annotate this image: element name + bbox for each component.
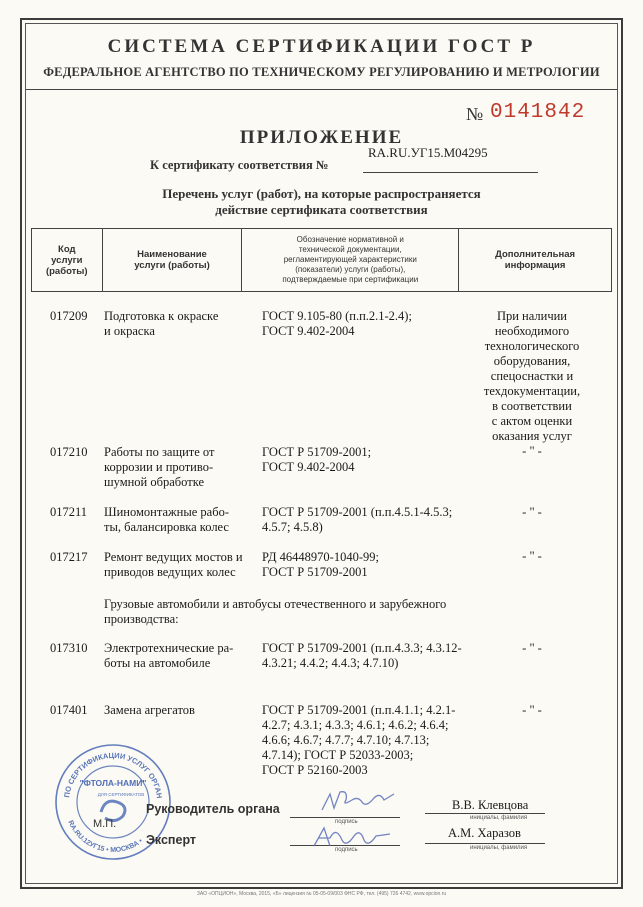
head-name-caption: инициалы, фамилия: [470, 815, 528, 821]
form-number-label: №: [466, 104, 484, 124]
row-name: Шиномонтажные рабо- ты, балансировка колес: [104, 505, 229, 534]
header-code: Код услуги (работы): [32, 229, 103, 292]
expert-signature-caption: подпись: [335, 847, 358, 853]
stamp-center-small: ДЛЯ СЕРТИФИКАТОВ: [97, 792, 145, 797]
stamp-center-name: "ФТОЛА-НАМИ": [79, 778, 147, 788]
form-number: 0141842: [490, 101, 586, 124]
services-table-header: [31, 228, 612, 292]
row-name: Электротехнические ра- боты на автомобиле: [104, 641, 234, 670]
list-title-line-2: действие сертификата соответствия: [215, 202, 428, 217]
seal-mark: М.П.: [93, 818, 117, 830]
row-name: Подготовка к окраске и окраска: [104, 309, 219, 338]
head-signature-caption: подпись: [335, 819, 358, 825]
head-signature-line: [290, 817, 400, 818]
row-additional: - " -: [522, 549, 542, 563]
header-additional: Дополнительная информация: [459, 229, 612, 292]
section-subheading: Грузовые автомобили и автобусы отечественного и зарубежного производства:: [104, 597, 447, 626]
row-additional: При наличии необходимого технологического оборудования, спецоснастки и техдокументации, в соответствии с актом оценки оказания услуг: [483, 309, 581, 443]
row-additional: - " -: [522, 641, 542, 655]
expert-name: А.М. Харазов: [448, 826, 521, 840]
row-code: 017310: [50, 641, 88, 655]
row-standard: ГОСТ Р 51709-2001 (п.п.4.1.1; 4.2.1- 4.2.7; 4.3.1; 4.3.3; 4.6.1; 4.6.2; 4.6.4; 4.6.6; 4.6.7; 4.7.7; 4.7.10; 4.7.13; 4.7.14); ГОСТ Р 52033-2003; ГОСТ Р 52160-2003: [262, 703, 456, 777]
row-additional: - " -: [522, 444, 542, 458]
row-name: Работы по защите от коррозии и противо- шумной обработке: [104, 445, 215, 489]
row-additional: - " -: [522, 505, 542, 519]
head-name-line: [425, 813, 545, 814]
row-standard: ГОСТ Р 51709-2001 (п.п.4.3.3; 4.3.12- 4.3.21; 4.4.2; 4.4.3; 4.7.10): [262, 641, 462, 670]
row-standard: ГОСТ 9.105-80 (п.п.2.1-2.4); ГОСТ 9.402-2004: [262, 309, 412, 338]
list-title-line-1: Перечень услуг (работ), на которые распространяется: [162, 186, 481, 201]
row-name: Замена агрегатов: [104, 703, 195, 717]
header-rule: [26, 89, 617, 90]
row-code: 017209: [50, 309, 88, 323]
header-standard: Обозначение нормативной и технической документации, регламентирующей характеристики (показатели) услуги (работы), подтверждаемые при сертификации: [242, 229, 459, 292]
row-code: 017211: [50, 505, 88, 519]
row-standard: ГОСТ Р 51709-2001 (п.п.4.5.1-4.5.3; 4.5.7; 4.5.8): [262, 505, 453, 534]
row-code: 017210: [50, 445, 88, 459]
row-standard: ГОСТ Р 51709-2001; ГОСТ 9.402-2004: [262, 445, 372, 474]
header-name: Наименование услуги (работы): [102, 229, 242, 292]
head-name: В.В. Клевцова: [452, 798, 529, 812]
row-name: Ремонт ведущих мостов и приводов ведущих колес: [104, 550, 243, 579]
row-standard: РД 46448970-1040-99; ГОСТ Р 51709-2001: [262, 550, 379, 579]
head-label: Руководитель органа: [146, 802, 280, 816]
system-title: СИСТЕМА СЕРТИФИКАЦИИ ГОСТ Р: [107, 36, 536, 57]
expert-name-caption: инициалы, фамилия: [470, 845, 528, 851]
expert-name-line: [425, 843, 545, 844]
expert-signature: [310, 822, 394, 852]
appendix-title: ПРИЛОЖЕНИЕ: [239, 127, 404, 148]
row-code: 017217: [50, 550, 88, 564]
certificate-label: К сертификату соответствия №: [150, 158, 329, 172]
row-additional: - " -: [522, 703, 542, 717]
printer-footer: ЗАО «ОПЦИОН», Москва, 2015, «Б» лицензия № 05-05-09/003 ФНС РФ, тел. (495) 726 4742, www.opcion.ru: [196, 891, 447, 897]
row-code: 017401: [50, 703, 88, 717]
agency-name: ФЕДЕРАЛЬНОЕ АГЕНТСТВО ПО ТЕХНИЧЕСКОМУ РЕГУЛИРОВАНИЮ И МЕТРОЛОГИИ: [43, 65, 600, 79]
certificate-number: RA.RU.УГ15.М04295: [368, 145, 488, 160]
stamp-bottom-text: RA.RU.12УГ15 • МОСКВА •: [66, 819, 144, 855]
stamp-outer-text: ПО СЕРТИФИКАЦИИ УСЛУГ ОРГАН: [62, 750, 164, 799]
head-signature: [318, 788, 398, 816]
certificate-number-line: [363, 172, 538, 173]
expert-label: Эксперт: [146, 833, 197, 847]
